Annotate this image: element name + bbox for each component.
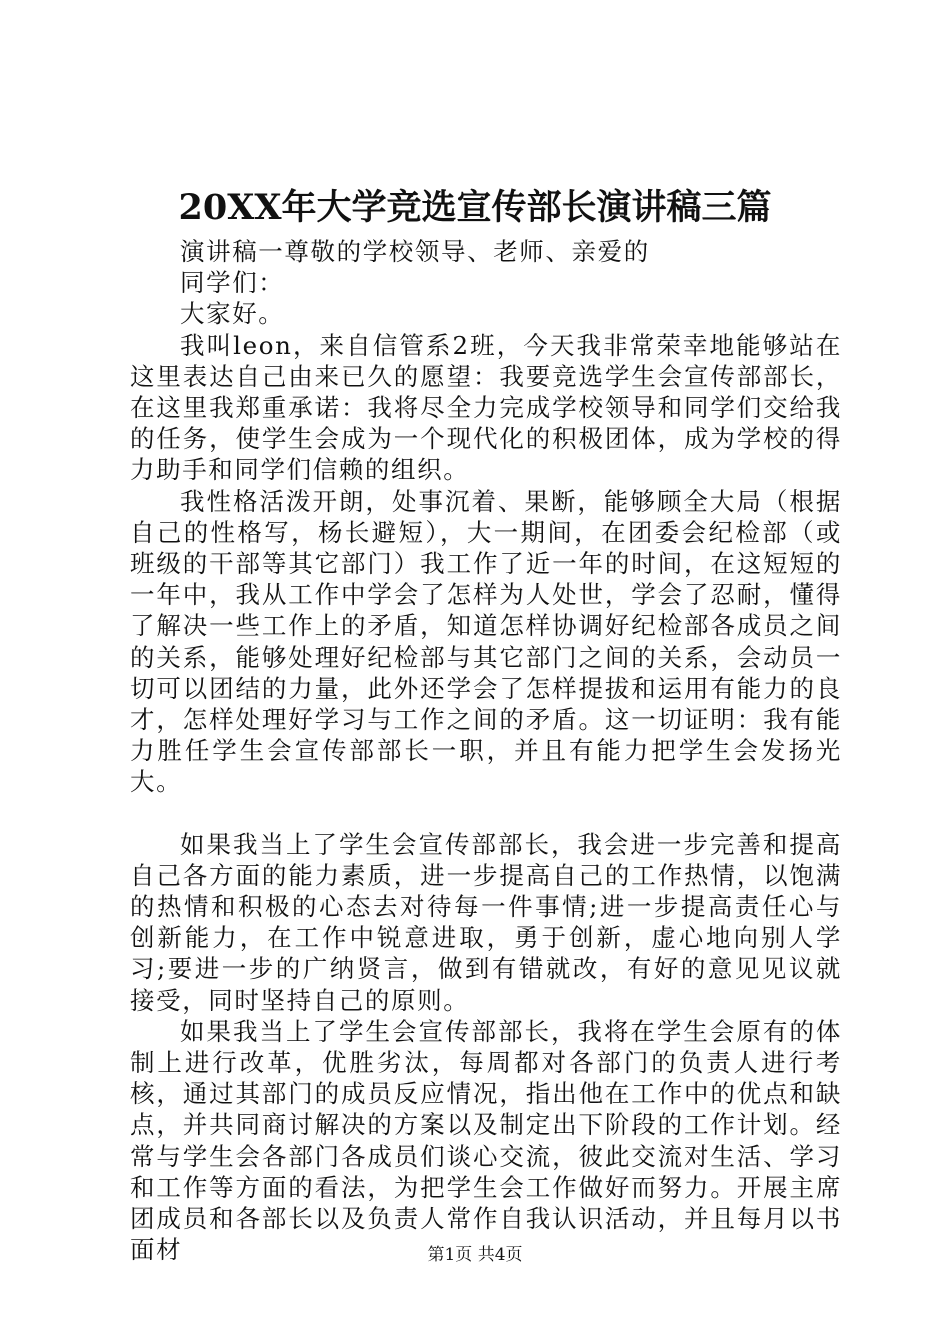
document-body [130,236,842,1266]
paragraph-salutation-cont: 同学们： [180,268,285,298]
paragraph-introduction: 我叫leon，来自信管系2班，今天我非常荣幸地能够站在这里表达自己由来已久的愿望：我要竞选学生会宣传部部长，在这里我郑重承诺：我将尽全力完成学校领导和同学们交给我的任务，使学生会成为一个现代化的积极团体，成为学校的得力助手和同学们信赖的组织。 [130,330,842,485]
paragraph-plan-two: 如果我当上了学生会宣传部部长，我将在学生会原有的体制上进行改革，优胜劣汰，每周都对各部门的负责人进行考核，通过其部门的成员反应情况，指出他在工作中的优点和缺点，并共同商讨解决的方案以及制定出下阶段的工作计划。经常与学生会各部门各成员们谈心交流，彼此交流对生活、学习和工作等方面的看法，为把学生会工作做好而努力。开展主席团成员和各部长以及负责人常作自我认识活动，并且每月以书面材 [130,1016,842,1265]
document-title: 20XX年大学竞选宣传部长演讲稿三篇 [178,187,772,228]
paragraph-plan-one: 如果我当上了学生会宣传部部长，我会进一步完善和提高自己各方面的能力素质，进一步提高自己的工作热情，以饱满的热情和积极的心态去对待每一件事情;进一步提高责任心与创新能力，在工作中锐意进取，勇于创新，虚心地向别人学习;要进一步的广纳贤言，做到有错就改，有好的意见见议就接受，同时坚持自己的原则。 [130,829,842,1015]
paragraph-greeting: 大家好。 [180,299,285,329]
paragraph-experience: 我性格活泼开朗，处事沉着、果断，能够顾全大局（根据自己的性格写，杨长避短），大一期间，在团委会纪检部（或班级的干部等其它部门）我工作了近一年的时间，在这短短的一年中，我从工作中学会了怎样为人处世，学会了忍耐，懂得了解决一些工作上的矛盾，知道怎样协调好纪检部各成员之间的关系，能够处理好纪检部与其它部门之间的关系，会动员一切可以团结的力量，此外还学会了怎样提拔和运用有能力的良才，怎样处理好学习与工作之间的矛盾。这一切证明：我有能力胜任学生会宣传部部长一职，并且有能力把学生会发扬光大。 [130,486,842,797]
paragraph-salutation: 演讲稿一尊敬的学校领导、老师、亲爱的 [180,237,650,266]
page-footer: 第1页 共4页 [427,1245,523,1265]
